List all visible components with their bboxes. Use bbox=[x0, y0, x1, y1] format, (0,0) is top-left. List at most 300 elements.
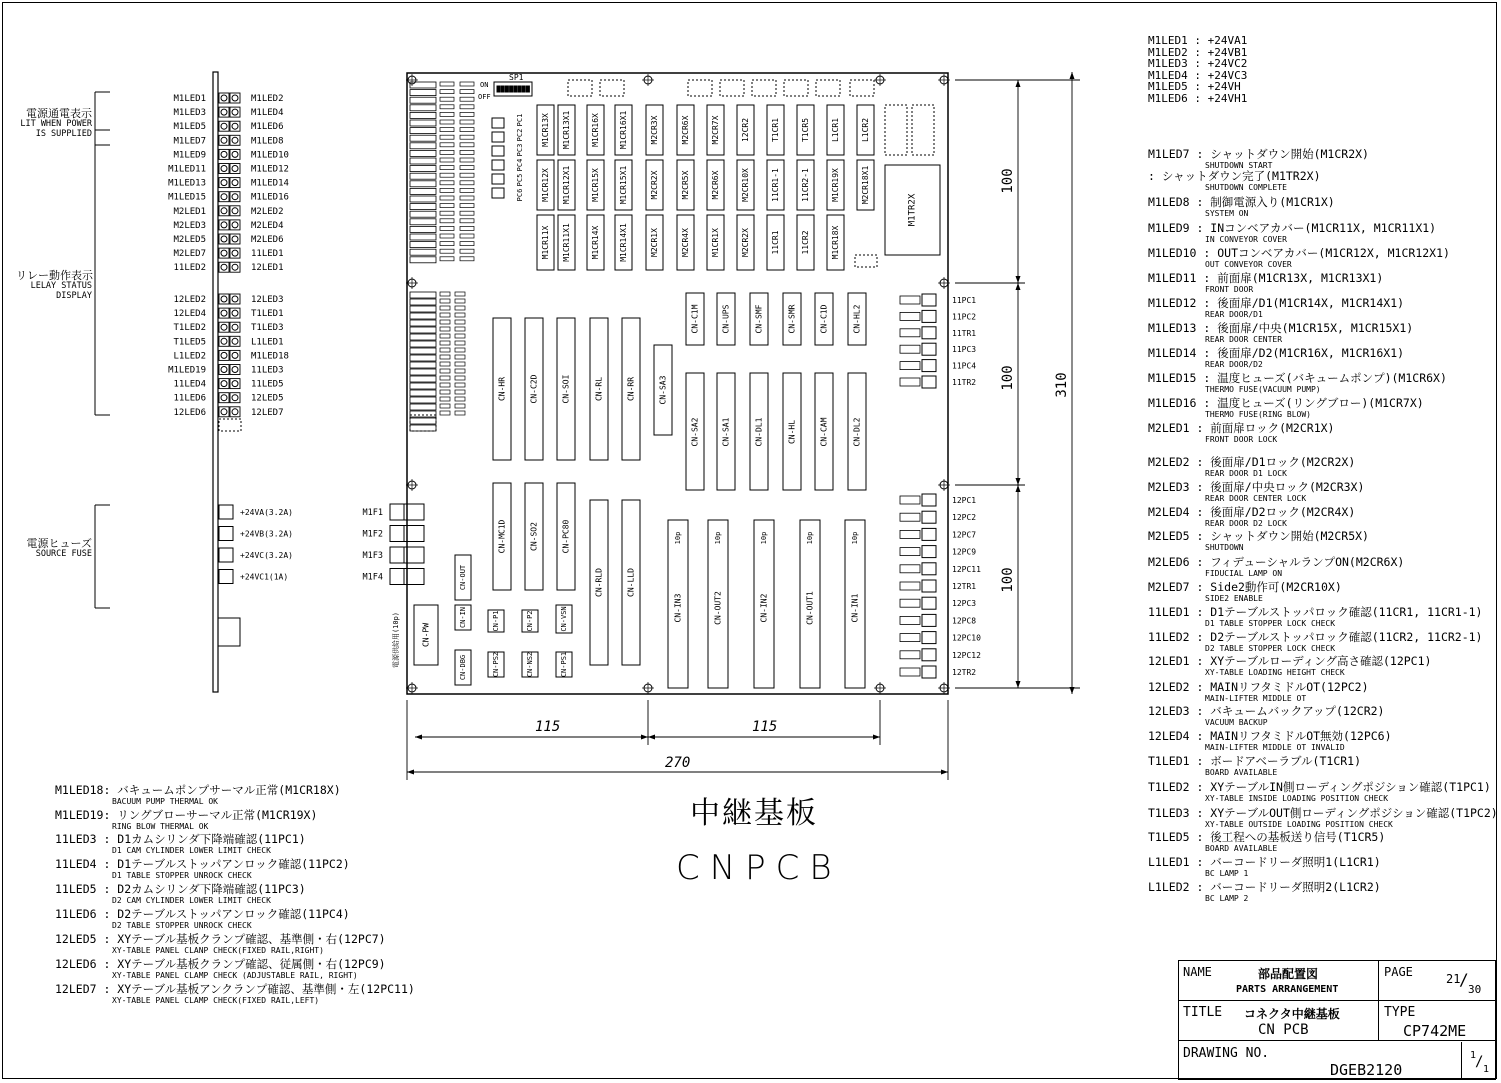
sheet-separator: / bbox=[1475, 1054, 1484, 1070]
note-sub: D1 TABLE STOPPER LOCK CHECK bbox=[1205, 618, 1336, 628]
right-note bbox=[1148, 607, 1482, 628]
right-note bbox=[1148, 423, 1334, 444]
note-main: L1LED2 : バーコードリーダ照明2(L1CR2) bbox=[1148, 880, 1381, 894]
relay-label: 11CR1-1 bbox=[771, 168, 780, 202]
page-number: 21 bbox=[1446, 972, 1461, 986]
note-sub: D2 CAM CYLINDER LOWER LIMIT CHECK bbox=[112, 895, 271, 905]
led-label: T1LED5 bbox=[173, 337, 206, 348]
led-icon bbox=[221, 194, 227, 200]
sensor-pad bbox=[900, 582, 920, 590]
relay-label: M1CR14X1 bbox=[619, 223, 628, 262]
relay-label: M2CR3X bbox=[650, 115, 659, 145]
pc-label: PC2 bbox=[516, 128, 524, 142]
switch-label: SP1 bbox=[509, 73, 524, 82]
note-sub: XY-TABLE LOADING HEIGHT CHECK bbox=[1205, 667, 1345, 677]
resistor bbox=[440, 313, 450, 317]
resistor bbox=[460, 128, 474, 132]
note-main: M2LED4 : 後面扉/D2ロック(M2CR4X) bbox=[1148, 505, 1356, 519]
led-label: M1LED1 bbox=[173, 94, 206, 104]
dip-lever bbox=[526, 86, 529, 92]
arrowhead bbox=[941, 770, 948, 775]
dip-lever bbox=[510, 86, 513, 92]
arrowhead bbox=[873, 735, 880, 740]
pcb-led bbox=[410, 128, 436, 134]
dim-h1: 100 bbox=[1000, 168, 1016, 194]
led-label: 12LED6 bbox=[173, 407, 206, 418]
resistor bbox=[455, 306, 465, 310]
sensor-box bbox=[922, 632, 936, 644]
led-label: M1LED3 bbox=[173, 108, 206, 119]
note-sub: VACUUM BACKUP bbox=[1205, 717, 1268, 727]
resistor bbox=[460, 219, 474, 223]
right-note bbox=[1148, 398, 1424, 419]
voltage-note: M1LED5 : +24VH bbox=[1148, 80, 1241, 94]
relay-label: M1CR16X bbox=[591, 113, 600, 147]
voltage-note: M1LED2 : +24VB1 bbox=[1148, 45, 1248, 59]
sensor-label: 12PC2 bbox=[952, 513, 977, 523]
fuse-holder bbox=[390, 569, 404, 585]
dip-lever bbox=[522, 86, 525, 92]
resistor bbox=[455, 397, 465, 401]
resistor bbox=[440, 135, 454, 139]
led-icon bbox=[221, 123, 227, 129]
sensor-pad bbox=[900, 634, 920, 642]
relay-label: M1CR12X bbox=[541, 168, 550, 202]
resistor bbox=[460, 188, 474, 192]
relay-label: T1CR5 bbox=[801, 117, 810, 143]
title-block bbox=[1178, 960, 1496, 1080]
spare-relay bbox=[752, 80, 776, 96]
sensor-pad bbox=[900, 616, 920, 624]
led-label: M2LED6 bbox=[251, 235, 284, 245]
arrowhead bbox=[1070, 687, 1075, 694]
pcb-led bbox=[410, 404, 436, 410]
name-en: PARTS ARRANGEMENT bbox=[1236, 984, 1339, 995]
pcb-led bbox=[410, 341, 436, 347]
resistor bbox=[460, 135, 474, 139]
arrowhead bbox=[1070, 72, 1075, 79]
sensor-box bbox=[922, 649, 936, 661]
resistor bbox=[440, 105, 454, 109]
led-label: M2LED7 bbox=[173, 249, 206, 260]
led-icon bbox=[221, 250, 227, 256]
led-icon bbox=[221, 166, 227, 172]
voltage-note: M1LED3 : +24VC2 bbox=[1148, 57, 1248, 71]
fuse-box bbox=[219, 527, 233, 541]
led-label: T1LED2 bbox=[173, 323, 206, 334]
left-note bbox=[55, 810, 317, 831]
dip-lever bbox=[501, 86, 504, 92]
pc-box bbox=[492, 174, 504, 184]
led-label: M1LED16 bbox=[251, 192, 289, 203]
resistor bbox=[460, 181, 474, 185]
led-icon bbox=[232, 338, 238, 344]
pcb-led bbox=[410, 292, 436, 298]
sensor-label: 11TR1 bbox=[952, 328, 977, 338]
note-sub: BC LAMP 1 bbox=[1205, 868, 1249, 878]
sheet-total: 1 bbox=[1483, 1064, 1490, 1075]
connector-label: CN-UPS bbox=[721, 304, 731, 334]
resistor bbox=[440, 376, 450, 380]
resistor bbox=[455, 320, 465, 324]
note-main: 12LED1 : XYテーブルローディング高さ確認(12PC1) bbox=[1148, 654, 1432, 668]
note-sub: XY-TABLE PANEL CLANP CHECK(FIXED RAIL,RIGHT) bbox=[112, 945, 324, 955]
note-main: M1LED11 : 前面扉(M1CR13X, M1CR13X1) bbox=[1148, 271, 1384, 285]
led-label: M1LED2 bbox=[251, 94, 284, 104]
sensor-box bbox=[922, 327, 936, 339]
led-label: L1LED2 bbox=[173, 351, 206, 362]
note-sub: SHUTDOWN COMPLETE bbox=[1205, 182, 1287, 192]
sensor-pad bbox=[900, 565, 920, 573]
pin-label: 10p bbox=[674, 531, 682, 545]
pcb-led bbox=[410, 211, 436, 217]
resistor bbox=[460, 173, 474, 177]
note-main: 11LED1 : D1テーブルストッパロック確認(11CR1, 11CR1-1) bbox=[1148, 605, 1483, 619]
note-sub: IN CONVEYOR COVER bbox=[1205, 234, 1287, 244]
resistor bbox=[440, 97, 454, 101]
pc-label: PC3 bbox=[516, 143, 524, 157]
led-label: 11LED4 bbox=[173, 379, 206, 390]
resistor bbox=[440, 196, 454, 200]
pin-label: 10p bbox=[760, 531, 768, 545]
resistor bbox=[455, 411, 465, 415]
led-label: M1LED11 bbox=[168, 164, 206, 175]
note-sub: D2 TABLE STOPPER LOCK CHECK bbox=[1205, 643, 1336, 653]
pcb-led bbox=[410, 369, 436, 375]
connector-label: CN-C1D bbox=[819, 304, 829, 334]
led-icon bbox=[221, 95, 227, 101]
sensor-pad bbox=[900, 362, 920, 370]
sensor-label: 12TR1 bbox=[952, 582, 977, 591]
note-sub: THERMO FUSE(VACUUM PUMP) bbox=[1205, 384, 1321, 394]
left-note bbox=[55, 859, 350, 880]
sensor-box bbox=[922, 546, 936, 558]
note-sub: SHUTDOWN START bbox=[1205, 160, 1273, 170]
resistor bbox=[460, 112, 474, 116]
spare-relay bbox=[850, 80, 874, 96]
resistor bbox=[440, 411, 450, 415]
title-label: TITLE bbox=[1183, 1005, 1223, 1020]
small-connector-label: CN-NS2 bbox=[526, 651, 534, 678]
note-main: 12LED2 : MAINリフタミドルOT(12PC2) bbox=[1148, 680, 1369, 694]
resistor bbox=[440, 90, 454, 94]
pcb-led bbox=[410, 355, 436, 361]
resistor bbox=[440, 390, 450, 394]
note-main: 11LED5 : D2カムシリンダ下降端確認(11PC3) bbox=[55, 882, 306, 896]
led-icon bbox=[232, 296, 238, 302]
resistor bbox=[460, 120, 474, 124]
sensor-pad bbox=[900, 312, 920, 320]
resistor bbox=[440, 204, 454, 208]
dim-h2: 100 bbox=[1000, 365, 1016, 391]
led-label: T1LED3 bbox=[251, 323, 284, 334]
led-spare bbox=[219, 419, 241, 431]
resistor bbox=[455, 348, 465, 352]
note-main: M1LED9 : INコンベアカバー(M1CR11X, M1CR11X1) bbox=[1148, 221, 1437, 235]
right-note bbox=[1148, 507, 1355, 528]
right-note bbox=[1148, 171, 1321, 192]
note-main: M1LED7 : シャットダウン開始(M1CR2X) bbox=[1148, 147, 1369, 161]
pc-box bbox=[492, 146, 504, 156]
sensor-label: 11PC4 bbox=[952, 361, 977, 371]
source-fuse-label: 電源ヒューズ SOURCE FUSE bbox=[26, 537, 92, 559]
note-main: L1LED1 : バーコードリーダ照明1(L1CR1) bbox=[1148, 855, 1381, 869]
relay-label: M2CR18X1 bbox=[861, 165, 870, 205]
resistor bbox=[460, 249, 474, 253]
resistor bbox=[440, 355, 450, 359]
note-sub: REAR DOOR CENTER bbox=[1205, 334, 1283, 344]
sensor-box bbox=[922, 310, 936, 322]
name-jp: 部品配置図 bbox=[1258, 967, 1319, 981]
resistor bbox=[460, 105, 474, 109]
connector-label: CN-SMR bbox=[787, 304, 797, 334]
arrowhead bbox=[1016, 283, 1021, 290]
relay-label: M1CR19X bbox=[831, 168, 840, 202]
resistor bbox=[460, 90, 474, 94]
led-icon bbox=[232, 95, 238, 101]
note-sub: SIDE2 ENABLE bbox=[1205, 593, 1263, 603]
led-icon bbox=[232, 367, 238, 373]
resistor bbox=[460, 143, 474, 147]
note-sub: REAR DOOR D1 LOCK bbox=[1205, 468, 1287, 478]
fuse-rating: +24VA(3.2A) bbox=[240, 508, 293, 517]
led-icon bbox=[232, 208, 238, 214]
led-label: 11LED2 bbox=[173, 263, 206, 274]
connector-label: CN-C1M bbox=[690, 304, 700, 334]
fuse-box bbox=[219, 505, 233, 519]
dim-height: 310 bbox=[1054, 372, 1070, 398]
resistor bbox=[460, 204, 474, 208]
spare-relay bbox=[816, 80, 840, 96]
relay-label: M1CR13X bbox=[541, 113, 550, 147]
left-note bbox=[55, 909, 350, 930]
note-sub: MAIN-LIFTER MIDDLE OT bbox=[1205, 693, 1307, 703]
led-label: M1LED14 bbox=[251, 178, 289, 189]
led-label: 11LED1 bbox=[251, 249, 284, 260]
note-main: : シャットダウン完了(M1TR2X) bbox=[1148, 169, 1321, 183]
relay-label: M2CR2X bbox=[741, 228, 750, 257]
dip-lever bbox=[514, 86, 517, 92]
pcb-led bbox=[410, 105, 436, 111]
sensor-label: 12PC9 bbox=[952, 547, 977, 557]
type-value: CP742ME bbox=[1403, 1022, 1467, 1040]
switch-on: ON bbox=[480, 81, 489, 89]
resistor bbox=[460, 242, 474, 246]
note-main: T1LED2 : XYテーブルIN側ローディングポジション確認(T1PC1) bbox=[1148, 780, 1491, 794]
sensor-box bbox=[922, 528, 936, 540]
led-label: 12LED7 bbox=[251, 407, 284, 418]
type-label: TYPE bbox=[1384, 1005, 1416, 1020]
pcb-led bbox=[410, 418, 436, 424]
relay-label: M1CR11X bbox=[541, 225, 550, 260]
switch-off: OFF bbox=[478, 93, 491, 101]
name-label: NAME bbox=[1183, 965, 1212, 979]
pc-box bbox=[492, 132, 504, 142]
drawing-title-jp: 中継基板 bbox=[690, 796, 818, 831]
connector-label: CN-C2D bbox=[529, 374, 539, 404]
note-sub: BOARD AVAILABLE bbox=[1205, 767, 1278, 777]
note-sub: RING BLOW THERMAL OK bbox=[112, 821, 209, 831]
resistor bbox=[440, 383, 450, 387]
led-label: M2LED3 bbox=[173, 220, 206, 231]
right-note bbox=[1148, 832, 1385, 853]
connector-label: CN-SOI bbox=[561, 374, 571, 404]
dip-lever bbox=[505, 86, 508, 92]
sensor-box bbox=[922, 294, 936, 306]
spare-relay bbox=[885, 105, 907, 155]
small-connector-label: CN-DBG bbox=[459, 654, 467, 681]
relay-label: 12CR2 bbox=[741, 117, 750, 143]
led-icon bbox=[221, 264, 227, 270]
pcb-led bbox=[410, 82, 436, 88]
resistor bbox=[455, 390, 465, 394]
led-label: 12LED4 bbox=[173, 309, 206, 320]
relay-label: M2CR6X bbox=[681, 115, 690, 145]
pcb-led bbox=[410, 173, 436, 179]
led-icon bbox=[221, 151, 227, 157]
led-icon bbox=[232, 236, 238, 242]
relay-label: M2CR1X bbox=[650, 228, 659, 257]
led-label: M1LED12 bbox=[251, 164, 289, 175]
note-sub: XY-TABLE OUTSIDE LOADING POSITION CHECK bbox=[1205, 819, 1393, 829]
dim-right: 115 bbox=[752, 719, 778, 735]
pin-label: 10p bbox=[851, 531, 859, 545]
resistor bbox=[440, 348, 450, 352]
pcb-led bbox=[410, 397, 436, 403]
led-icon bbox=[221, 367, 227, 373]
pcb-led bbox=[410, 150, 436, 156]
led-icon bbox=[232, 137, 238, 143]
sensor-pad bbox=[900, 345, 920, 353]
right-note bbox=[1148, 808, 1498, 829]
relay-label: M2CR4X bbox=[681, 228, 690, 257]
resistor bbox=[460, 226, 474, 230]
sensor-pad bbox=[900, 668, 920, 676]
sensor-label: 11PC2 bbox=[952, 312, 977, 322]
note-sub: FRONT DOOR bbox=[1205, 284, 1254, 294]
relay-label: M1CR16X1 bbox=[619, 110, 628, 150]
sensor-label: 11TR2 bbox=[952, 378, 977, 387]
connector-label: CN-IN2 bbox=[759, 593, 769, 623]
big-relay-label: M1TR2X bbox=[907, 193, 918, 227]
pcb-led bbox=[410, 226, 436, 232]
left-note bbox=[55, 834, 306, 855]
led-label: M2LED4 bbox=[251, 220, 284, 231]
sensor-pad bbox=[900, 599, 920, 607]
arrowhead bbox=[415, 735, 422, 740]
resistor bbox=[460, 150, 474, 154]
power-connector-label: CN-PW bbox=[421, 622, 431, 648]
resistor bbox=[460, 158, 474, 162]
connector-label: CN-MC1D bbox=[497, 519, 507, 554]
voltage-note: M1LED1 : +24VA1 bbox=[1148, 34, 1248, 47]
resistor bbox=[440, 306, 450, 310]
pc-label: PC6 bbox=[516, 188, 524, 202]
note-main: 12LED7 : XYテーブル基板アンクランプ確認、基準側・左(12PC11) bbox=[55, 982, 415, 996]
relay-label: L1CR1 bbox=[831, 117, 840, 143]
resistor bbox=[460, 166, 474, 170]
right-note bbox=[1148, 149, 1369, 170]
sheet-number: 1 bbox=[1470, 1050, 1477, 1061]
note-main: M1LED15 : 温度ヒューズ(バキュームポンプ)(M1CR6X) bbox=[1148, 371, 1447, 385]
arrowhead bbox=[1016, 276, 1021, 283]
small-connector-label: CN-OUT bbox=[459, 564, 467, 591]
resistor bbox=[440, 112, 454, 116]
led-label: M1LED6 bbox=[251, 122, 284, 133]
sensor-label: 12PC1 bbox=[952, 496, 977, 505]
led-label: 12LED3 bbox=[251, 295, 284, 305]
power-led-label: 電源通電表示 LIT WHEN POWER IS SUPPLIED bbox=[20, 107, 92, 139]
sensor-pad bbox=[900, 329, 920, 337]
resistor bbox=[460, 97, 474, 101]
led-icon bbox=[221, 381, 227, 387]
resistor bbox=[440, 226, 454, 230]
note-main: 12LED4 : MAINリフタミドルOT無効(12PC6) bbox=[1148, 729, 1392, 743]
pcb-led bbox=[410, 135, 436, 141]
connector-label: CN-HL bbox=[787, 419, 797, 445]
led-icon bbox=[232, 310, 238, 316]
pc-box bbox=[492, 188, 504, 198]
fuse-holder bbox=[390, 504, 404, 520]
arrowhead bbox=[1016, 80, 1021, 87]
relay-label: M1CR11X1 bbox=[562, 223, 571, 262]
connector-label: CN-CAM bbox=[819, 417, 829, 447]
left-note bbox=[55, 884, 306, 905]
resistor bbox=[440, 150, 454, 154]
pcb-led bbox=[410, 242, 436, 248]
pcb-led bbox=[410, 348, 436, 354]
note-main: T1LED1 : ボードアベーラブル(T1CR1) bbox=[1148, 754, 1362, 768]
led-panel-edge bbox=[213, 72, 218, 692]
sensor-label: 12PC10 bbox=[952, 633, 981, 643]
connector-label: CN-IN3 bbox=[673, 593, 683, 623]
sensor-pad bbox=[900, 548, 920, 556]
note-sub: SYSTEM ON bbox=[1205, 208, 1249, 218]
fuse-box bbox=[219, 570, 233, 584]
sensor-label: 11PC1 bbox=[952, 296, 977, 305]
page-separator: / bbox=[1459, 970, 1469, 989]
note-main: M1LED12 : 後面扉/D1(M1CR14X, M1CR14X1) bbox=[1148, 296, 1405, 310]
right-note bbox=[1148, 482, 1364, 503]
pcb-led bbox=[410, 376, 436, 382]
power-connector-note: 電源供給用(10p) bbox=[392, 611, 400, 669]
connector-label: CN-RL bbox=[594, 376, 604, 402]
pcb-led bbox=[410, 306, 436, 312]
led-label: M1LED4 bbox=[251, 108, 284, 119]
small-connector-label: CN-IN bbox=[459, 606, 467, 629]
pin-label: 10p bbox=[714, 531, 722, 545]
pcb-led bbox=[410, 299, 436, 305]
right-note bbox=[1148, 557, 1404, 578]
led-icon bbox=[221, 137, 227, 143]
led-icon bbox=[232, 151, 238, 157]
resistor bbox=[440, 181, 454, 185]
arrowhead bbox=[648, 735, 655, 740]
connector-label: CN-SMF bbox=[754, 304, 764, 334]
led-icon bbox=[221, 352, 227, 358]
note-sub: BOARD AVAILABLE bbox=[1205, 843, 1278, 853]
pcb-led bbox=[410, 257, 436, 263]
pcb-led bbox=[410, 158, 436, 164]
pc-box bbox=[492, 118, 504, 128]
resistor bbox=[460, 211, 474, 215]
note-main: M2LED2 : 後面扉/D1ロック(M2CR2X) bbox=[1148, 455, 1356, 469]
right-note bbox=[1148, 582, 1342, 603]
pcb-led bbox=[410, 90, 436, 96]
relay-label: M1CR13X1 bbox=[562, 110, 571, 150]
led-icon bbox=[221, 109, 227, 115]
sensor-box bbox=[922, 580, 936, 592]
